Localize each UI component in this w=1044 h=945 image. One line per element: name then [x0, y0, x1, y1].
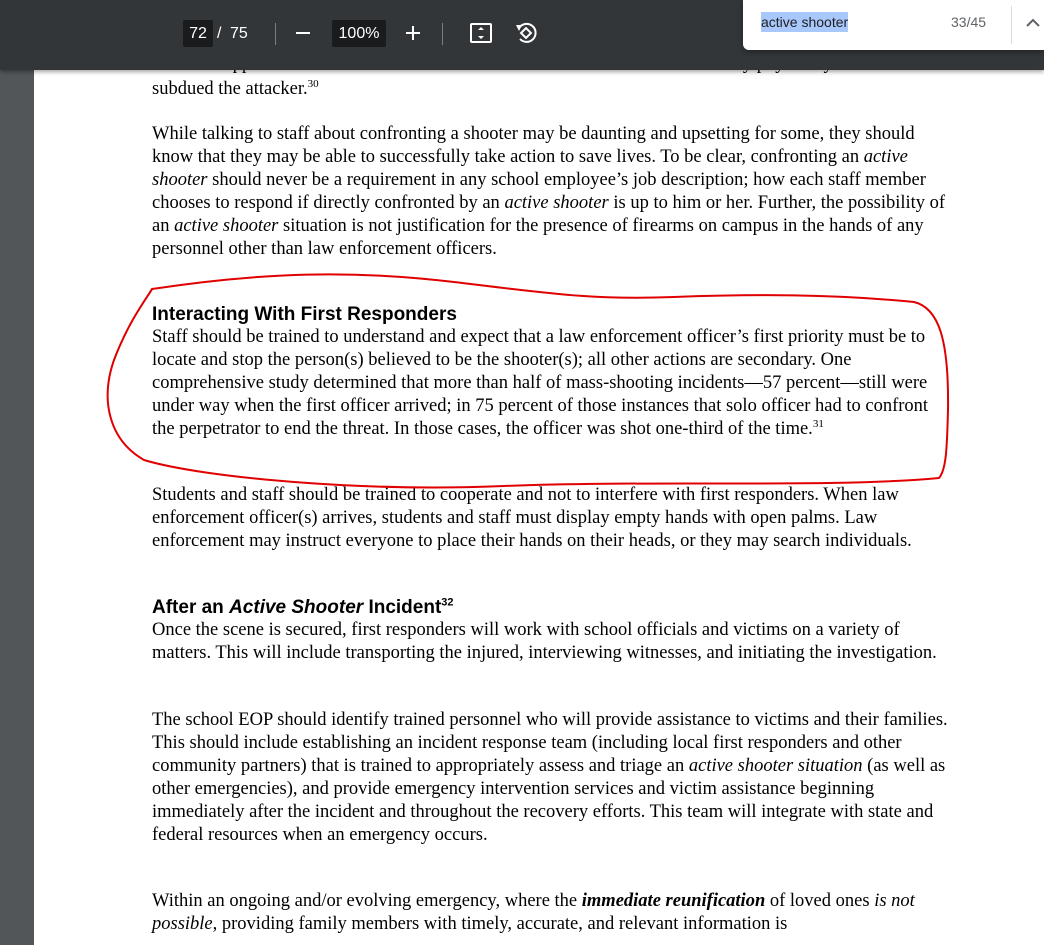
paragraph-cooperate: [152, 484, 952, 553]
pdf-page: [34, 50, 1044, 945]
text-span: should never be a requirement in any school employee’s job description; how each staff member chooses to respond if directly confronted by an: [152, 170, 926, 213]
toolbar-divider: [442, 23, 443, 45]
fit-page-icon: [466, 18, 496, 48]
page-number-input[interactable]: 72: [183, 20, 213, 47]
footnote-ref: 32: [441, 596, 454, 609]
footnote-ref: 31: [812, 417, 824, 430]
zoom-out-button[interactable]: [288, 18, 318, 48]
paragraph-text: Staff should be trained to understand and expect that a law enforcement officer’s first priority must be to locate and stop the person(s) believed to be the shooter(s); all other actions are secondary. One comprehensive study determined that more than half of mass-shooting incidents—57 percent—still were under way when the first officer arrived; in 75 percent of those instances that solo officer had to confront the perpetrator to end the threat. In those cases, the officer was shot one-third of the time.: [152, 327, 929, 439]
section-after-incident: [152, 596, 952, 665]
fit-page-button[interactable]: [466, 18, 496, 48]
toolbar-divider: [275, 23, 276, 45]
find-match-count: 33/45: [951, 14, 987, 30]
text-span: is up to him or her. Further, the possibility of an: [152, 193, 946, 236]
paragraph-text: Students and staff should be trained to cooperate and not to interfere with first responders. When law enforcement officer(s) arrives, students and staff must display empty hands with open palms. Law enforcement may instruct everyone to place their hands on their heads, or they may search individuals.: [152, 485, 912, 551]
heading-italic: Active Shooter: [229, 597, 364, 618]
paragraph-subdued: [152, 78, 952, 101]
search-highlight: active shooter: [152, 147, 908, 190]
page-separator: /: [217, 25, 222, 42]
text-span: While talking to staff about confronting a shooter may be daunting and upsetting for some, they should know that they may be able to successfully take action to save lives. To be clear, confronting an: [152, 124, 915, 167]
find-previous-button[interactable]: [1023, 12, 1043, 34]
italic-text: is not possible: [152, 891, 915, 934]
footnote-ref: 30: [307, 77, 319, 90]
plus-icon: [398, 18, 428, 48]
text-span: (as well as other emergencies), and provide emergency intervention services and victim assistance beginning immediately after the incident and throughout the recovery efforts. This team will integrate with state and federal resources when an emergency occurs.: [152, 756, 946, 845]
zoom-in-button[interactable]: [398, 18, 428, 48]
rotate-button[interactable]: [511, 18, 541, 48]
text-span: The school EOP should identify trained personnel who will provide assistance to victims and their families. This should include establishing an incident response team (including local first responders and other community partners) that is trained to appropriately assess and triage an: [152, 710, 948, 776]
find-input[interactable]: active shooter: [761, 14, 849, 30]
zoom-level-input[interactable]: 100%: [332, 20, 386, 47]
section-heading: Interacting With First Responders: [152, 304, 457, 325]
search-highlight: active shooter: [174, 216, 279, 236]
minus-icon: [288, 18, 318, 48]
search-highlight: active shooter: [504, 193, 609, 213]
chevron-up-icon: [1023, 12, 1043, 34]
text-span: of loved ones: [765, 891, 875, 911]
section-heading: [152, 596, 952, 619]
find-divider: [1011, 6, 1012, 44]
search-highlight: active shooter situation: [688, 756, 863, 776]
rotate-icon: [511, 18, 541, 48]
heading-span: Incident: [363, 597, 442, 618]
heading-span: After an: [152, 597, 230, 618]
paragraph-reunification: [152, 890, 952, 936]
paragraph-confronting: [152, 123, 952, 261]
total-pages: 75: [230, 25, 248, 42]
bold-italic-text: immediate reunification: [581, 891, 766, 911]
text-span: Within an ongoing and/or evolving emergency, where the: [152, 891, 582, 911]
section-first-responders: [152, 303, 952, 441]
paragraph-text: Once the scene is secured, first responders will work with school officials and victims on a variety of matters. This will include transporting the injured, interviewing witnesses, and initiating the investigation.: [152, 620, 937, 663]
paragraph-eop: [152, 709, 952, 847]
paragraph-text: subdued the attacker.: [152, 79, 308, 99]
find-bar: [743, 0, 1044, 50]
text-span: , providing family members with timely, accurate, and relevant information is: [212, 914, 788, 934]
text-span: situation is not justification for the presence of firearms on campus in the hands of any personnel other than law enforcement officers.: [152, 216, 924, 259]
